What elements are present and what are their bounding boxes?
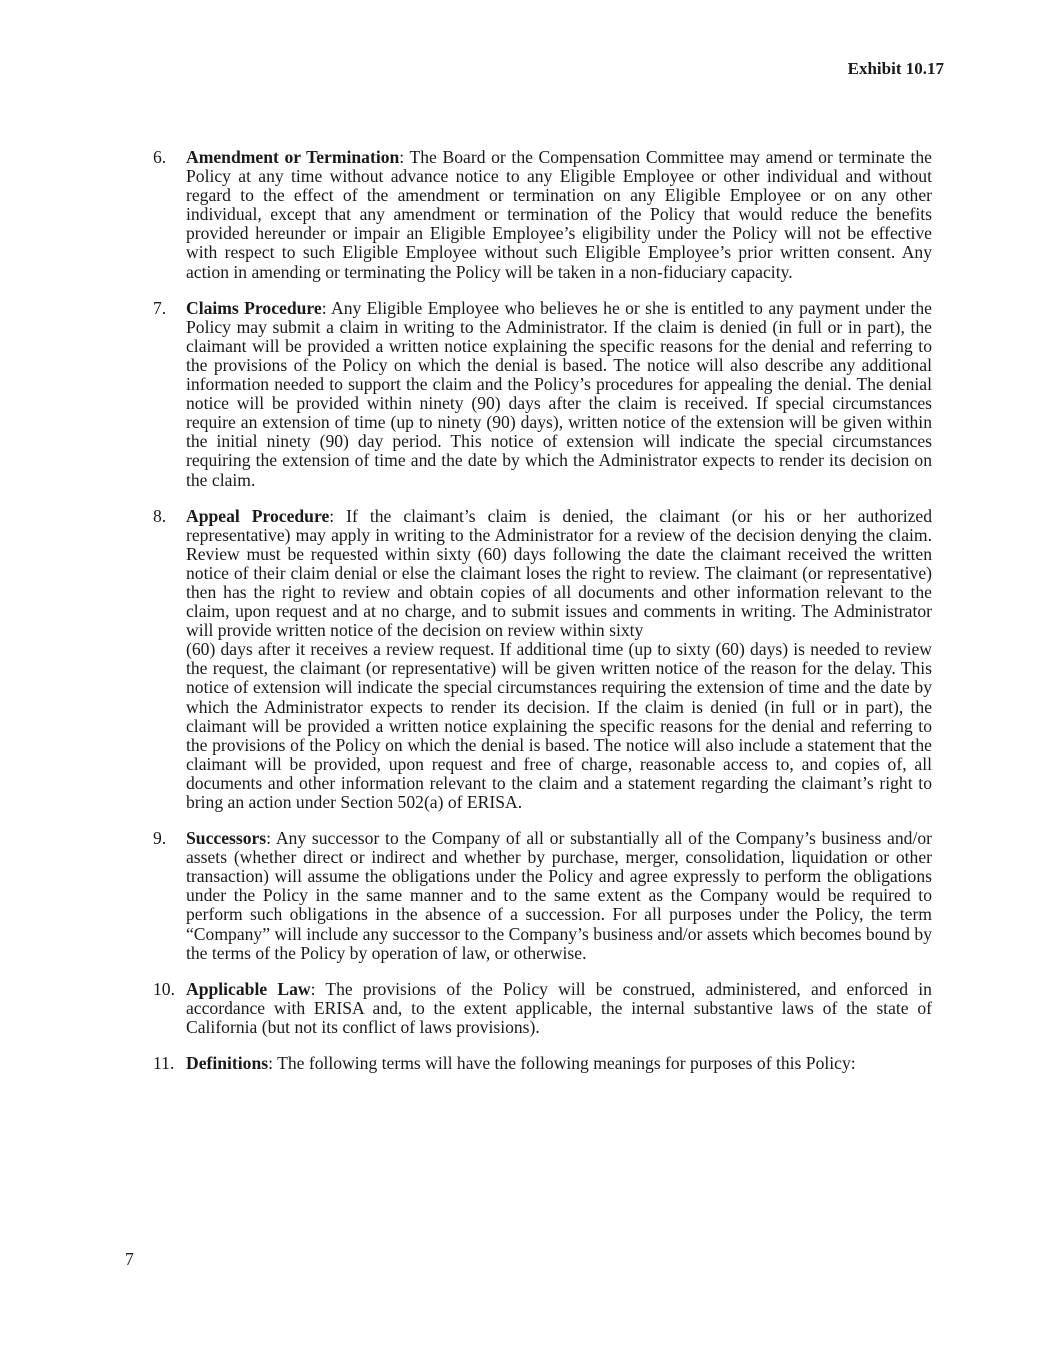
section-title: Amendment or Termination bbox=[186, 147, 400, 167]
section-body bbox=[186, 1054, 932, 1073]
section-title: Appeal Procedure bbox=[186, 505, 330, 526]
policy-sections bbox=[153, 148, 932, 1090]
section-body bbox=[186, 829, 932, 963]
section-title: Applicable Law bbox=[186, 978, 311, 999]
section-text: : If the claimant’s claim is denied, the claimant (or his or her authorized representative) may apply in writing to the Administrator for a review of the decision denying the claim. Review must be requested within sixty (60) days following the date the claimant received the written notice of their claim denial or else the claimant loses the right to review. The claimant (or representative) then has the right to review and obtain copies of all documents and other information relevant to the claim, upon request and at no charge, and to submit issues and comments in writing. The Administrator will provide written notice of the decision on review within sixty bbox=[186, 505, 932, 641]
section-number: 11. bbox=[153, 1053, 175, 1074]
section-claims-procedure bbox=[153, 299, 932, 490]
section-title: Successors bbox=[186, 828, 267, 849]
section-title: Definitions bbox=[186, 1053, 269, 1074]
section-amendment-or-termination bbox=[153, 148, 932, 282]
section-paragraph bbox=[186, 148, 932, 282]
section-paragraph bbox=[186, 980, 932, 1037]
section-text: : Any successor to the Company of all or substantially all of the Company’s business and/or assets (whether direct or indirect and whether by purchase, merger, consolidation, liquidation or other transaction) will assume the obligations under the Policy and agree expressly to perform the obligations under the Policy in the same manner and to the same extent as the Company would be required to perform such obligations in the absence of a succession. For all purposes under the Policy, the term “Company” will include any successor to the Company’s business and/or assets which becomes bound by the terms of the Policy by operation of law, or otherwise. bbox=[186, 828, 932, 963]
section-applicable-law bbox=[153, 980, 932, 1037]
section-text: : The provisions of the Policy will be construed, administered, and enforced in accordance with ERISA and, to the extent applicable, the internal substantive laws of the state of California (but not its conflict of laws provisions). bbox=[186, 978, 932, 1037]
section-body bbox=[186, 980, 932, 1037]
section-body bbox=[186, 148, 932, 282]
section-successors bbox=[153, 829, 932, 963]
section-paragraph bbox=[186, 299, 932, 490]
section-paragraph bbox=[186, 829, 932, 963]
exhibit-label: Exhibit 10.17 bbox=[847, 59, 944, 78]
section-number: 7. bbox=[153, 297, 167, 318]
page-number: 7 bbox=[125, 1249, 134, 1269]
section-body bbox=[186, 507, 932, 813]
section-number: 9. bbox=[153, 828, 167, 849]
section-paragraph bbox=[186, 1054, 932, 1073]
section-text: : Any Eligible Employee who believes he or she is entitled to any payment under the Policy may submit a claim in writing to the Administrator. If the claim is denied (in full or in part), the claimant will be provided a written notice explaining the specific reasons for the denial and referring to the provisions of the Policy on which the denial is based. The notice will also describe any additional information needed to support the claim and the Policy’s procedures for appealing the denial. The denial notice will be provided within ninety (90) days after the claim is received. If special circumstances require an extension of time (up to ninety (90) days), written notice of the extension will be given within the initial ninety (90) day period. This notice of extension will indicate the special circumstances requiring the extension of time and the date by which the Administrator expects to render its decision on the claim. bbox=[186, 297, 932, 490]
section-paragraph-continued: (60) days after it receives a review request. If additional time (up to sixty (60) days) is needed to review the request, the claimant (or representative) will be given written notice of the reason for the delay. This notice of extension will indicate the special circumstances requiring the extension of time and the date by which the Administrator expects to render its decision. If the claim is denied (in full or in part), the claimant will be provided a written notice explaining the specific reasons for the denial and referring to the provisions of the Policy on which the denial is based. The notice will also include a statement that the claimant will be provided, upon request and free of charge, reasonable access to, and copies of, all documents and other information relevant to the claim and a statement regarding the claimant’s right to bring an action under Section 502(a) of ERISA. bbox=[186, 639, 932, 812]
section-appeal-procedure bbox=[153, 507, 932, 813]
section-text: : The Board or the Compensation Committee may amend or terminate the Policy at any time without advance notice to any Eligible Employee or other individual and without regard to the effect of the amendment or termination on any Eligible Employee or on any other individual, except that any amendment or termination of the Policy that would reduce the benefits provided hereunder or impair an Eligible Employee’s eligibility under the Policy will not be effective with respect to such Eligible Employee without such Eligible Employee’s prior written consent. Any action in amending or terminating the Policy will be taken in a non-fiduciary capacity. bbox=[186, 147, 932, 282]
section-number: 10. bbox=[153, 978, 175, 999]
section-definitions bbox=[153, 1054, 932, 1073]
section-number: 8. bbox=[153, 505, 167, 526]
section-number: 6. bbox=[153, 147, 167, 167]
section-body bbox=[186, 299, 932, 490]
section-title: Claims Procedure bbox=[186, 297, 322, 318]
section-text: : The following terms will have the following meanings for purposes of this Policy: bbox=[268, 1053, 856, 1074]
section-paragraph bbox=[186, 507, 932, 641]
